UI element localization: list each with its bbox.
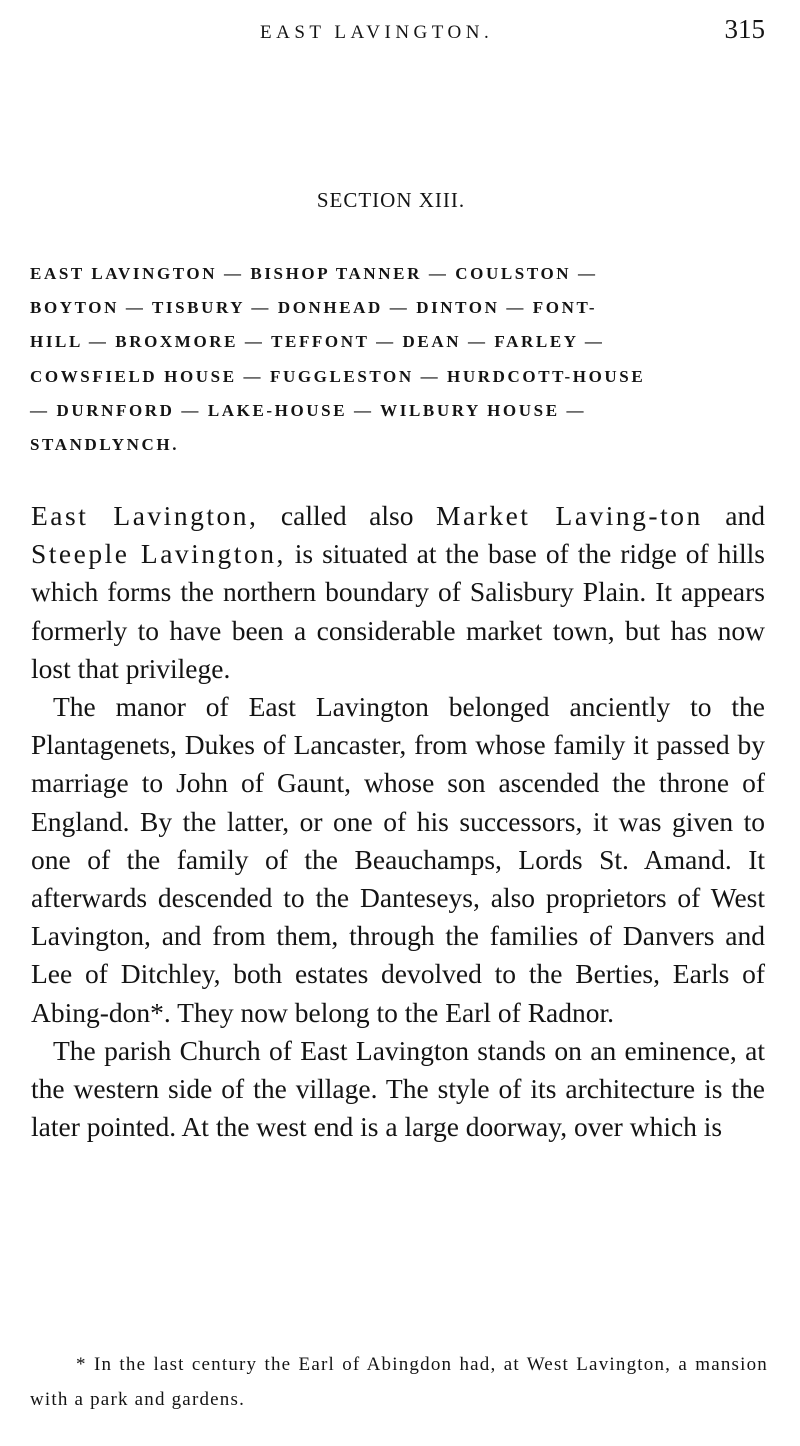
paragraph-2: The manor of East Lavington belonged anciently to the Plantagenets, Dukes of Lancaster, from whose family it passed by marriage to John of Gaunt, whose son ascended the throne of England. By the latter, or one of his successors, it was given to one of the family of the Beauchamps, Lords St. Amand. It afterwards descended to the Danteseys, also proprietors of West Lavington, and from them, through the families of Danvers and Lee of Ditchley, both estates devolved to the Berties, Earls of Abing-don*. They now belong to the Earl of Radnor. [31, 691, 765, 1028]
page-number: 315 [724, 14, 765, 44]
running-header [30, 14, 765, 54]
section-heading: SECTION XIII. [316, 188, 466, 212]
paragraph-1-text: and [702, 500, 766, 531]
small-caps-east-lavington: East Lavington, [31, 500, 259, 531]
running-title: EAST LAVINGTON. [260, 22, 494, 43]
summary-line: EAST LAVINGTON — BISHOP TANNER — COULSTON — [30, 264, 598, 283]
summary-line: HILL — BROXMORE — TEFFONT — DEAN — FARLEY — [30, 332, 605, 352]
small-caps-steeple-lavington: Steeple Lavington, [31, 538, 286, 570]
summary-line: STANDLYNCH. [30, 435, 180, 455]
summary-line: COWSFIELD HOUSE — FUGGLESTON — HURDCOTT-HOUSE [30, 366, 646, 386]
small-caps-market-lavington: Market Laving-ton [436, 500, 703, 531]
paragraph-1-text: called also [258, 500, 437, 531]
summary-line: BOYTON — TISBURY — DONHEAD — DINTON — FONT- [30, 298, 598, 318]
paragraph-3: The parish Church of East Lavington stands on an eminence, at the western side of the village. The style of its architecture is the later pointed. At the west end is a large doorway, over which is [31, 1034, 765, 1143]
paragraph-1 [31, 497, 765, 688]
body-text [31, 497, 765, 1146]
footnote: * In the last century the Earl of Abingdon had, at West Lavington, a mansion with a park and gardens. [30, 1354, 768, 1410]
paragraph-1-text: is situated at the base of the ridge of hills which forms the northern boundary of Salisbury Plain. It appears formerly to have been a considerable market town, but has now lost that privilege. [31, 538, 765, 684]
summary-line: — DURNFORD — LAKE-HOUSE — WILBURY HOUSE — [30, 400, 587, 420]
section-summary [30, 257, 764, 462]
